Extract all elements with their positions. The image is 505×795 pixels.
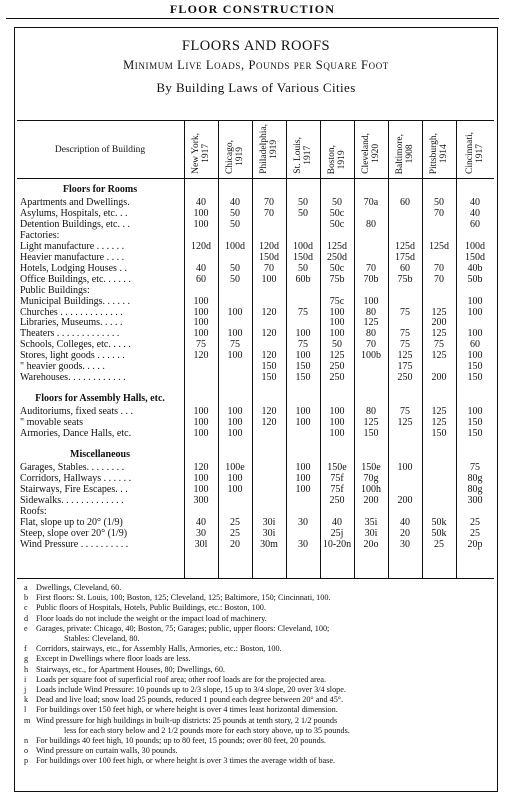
table-cell: 100d [293, 240, 313, 252]
footnote-key: h [24, 664, 29, 674]
table-cell: 150d [259, 251, 279, 263]
footnote-key: p [24, 756, 29, 766]
table-cell: 75b [397, 273, 413, 285]
column-header-label: Chicago, 1919 [225, 139, 245, 174]
table-cell: 75 [400, 328, 410, 340]
footnote-key: b [24, 593, 29, 603]
table-cell: 50 [332, 339, 342, 351]
table-cell: 50b [467, 273, 483, 285]
footnote-key: a [24, 583, 28, 592]
table-cell: 40 [230, 197, 240, 208]
table-cell: 60 [196, 273, 206, 285]
section-title: Miscellaneous [70, 449, 130, 460]
table-cell: 100 [227, 428, 243, 440]
table-cell: 75b [329, 273, 345, 285]
table-cell: 125d [429, 240, 449, 252]
footnote [24, 675, 494, 685]
table-cell: 40 [470, 197, 480, 208]
row-label: Flat, slope up to 20° (1/9) [20, 516, 123, 528]
row-label: Light manufacture . . . . . . [20, 240, 125, 252]
row-label: Churches . . . . . . . . . . . . . [20, 306, 123, 318]
footnote-text: Dead and live load; snow load 25 pounds, reduced 1 pound each degree between 20° and 45°. [36, 695, 344, 705]
table-cell: 10-20n [322, 538, 352, 550]
column-header [388, 126, 422, 174]
table-cell: 100 [227, 328, 243, 340]
row-label: Wind Pressure . . . . . . . . . . [20, 538, 129, 550]
header-rule [6, 18, 499, 19]
table-cell: 100 [193, 428, 209, 440]
row-label: " heavier goods. . . . . [20, 361, 105, 373]
row-label: Theaters . . . . . . . . . . . . . [20, 328, 120, 340]
table-cell: 35i [364, 516, 378, 528]
table-cell: 250 [397, 372, 413, 384]
table-cell: 30 [298, 538, 308, 550]
table-cell: 50c [329, 207, 345, 219]
table-cell: 150 [295, 361, 311, 373]
table-cell: 100 [295, 472, 311, 484]
table-cell: 75c [329, 295, 345, 307]
footnote [24, 756, 494, 766]
footnote-text: Loads include Wind Pressure: 10 pounds up to 2/3 slope, 15 up to 3/4 slope, 20 over 3/4 slope. [36, 685, 346, 695]
table-cell: 30m [260, 538, 278, 550]
table-cell: 75 [400, 339, 410, 351]
table-cell: 40 [196, 262, 206, 274]
table-cell: 75f [330, 472, 344, 484]
footnote-text: Corridors, stairways, etc., for Assembly Halls, Armories, etc.: Boston, 100. [36, 644, 282, 654]
column-header [184, 126, 218, 174]
table-cell: 70b [363, 273, 379, 285]
table-cell: 40 [196, 197, 206, 208]
table-cell: 100 [329, 428, 345, 440]
table-cell: 80g [467, 472, 483, 484]
table-cell: 50 [230, 262, 240, 274]
table-cell: 125 [397, 350, 413, 362]
footnote [24, 685, 494, 695]
table-cell: 100 [363, 295, 379, 307]
table-cell: 200 [431, 372, 447, 384]
table-cell: 25 [230, 527, 240, 539]
table-cell: 100 [193, 317, 209, 329]
table-cell: 100 [193, 328, 209, 340]
table-cell: 50k [431, 516, 447, 528]
footnote-text: less for each story below and 2 1/2 pounds more for each story above, up to 35 pounds. [64, 725, 350, 735]
table-cell: 120 [193, 462, 209, 473]
table-cell: 50 [230, 207, 240, 219]
table-cell: 125 [431, 406, 447, 418]
table-cell: 100 [295, 406, 311, 418]
table-cell: 100 [295, 417, 311, 429]
table-cell: 125 [431, 306, 447, 318]
table-cell: 120 [261, 328, 277, 340]
table-cell: 100 [227, 417, 243, 429]
page-header: FLOOR CONSTRUCTION [169, 2, 336, 16]
footnote [24, 583, 494, 593]
footnote-text: Public floors of Hospitals, Hotels, Public Buildings, etc.: Boston, 100. [36, 603, 266, 613]
column-header-label: St. Louis, 1917 [293, 137, 313, 174]
table-cell: 125 [431, 328, 447, 340]
table-cell: 125 [329, 350, 345, 362]
table-cell: 75 [470, 462, 480, 473]
table-cell: 30 [196, 527, 206, 539]
footnote-key: j [24, 685, 27, 695]
table-cell: 250 [329, 361, 345, 373]
table-cell: 100b [361, 350, 381, 362]
row-label: Schools, Colleges, etc. . . . . [20, 339, 131, 351]
table-cell: 70 [366, 339, 376, 351]
row-label: Apartments and Dwellings. [20, 197, 130, 208]
table-title: FLOORS AND ROOFS [181, 38, 331, 54]
footnote-text: First floors: St. Louis, 100; Boston, 125; Cleveland, 125; Baltimore, 150; Cincinnati, 100. [36, 593, 331, 603]
table-cell: 100 [329, 306, 345, 318]
table-cell: 60 [470, 218, 480, 230]
footnote-text: Wind pressure for high buildings in built-up districts: 25 pounds at tenth story, 2 1/2 pounds [36, 715, 338, 725]
table-cell: 25 [470, 516, 480, 528]
table-cell: 50 [298, 197, 308, 208]
table-cell: 120 [261, 417, 277, 429]
table-cell: 50 [230, 218, 240, 230]
footnote-key: e [24, 623, 28, 633]
row-label: Steep, slope over 20° (1/9) [20, 527, 128, 539]
table-cell: 70a [363, 197, 379, 208]
table-cell: 100 [193, 483, 209, 495]
table-cell: 40 [470, 207, 480, 219]
table-cell: 70 [434, 262, 444, 274]
table-cell: 150d [293, 251, 313, 263]
table-cell: 40 [332, 516, 342, 528]
footnote [24, 665, 494, 675]
table-cell: 25j [330, 527, 344, 539]
table-cell: 250d [327, 251, 347, 263]
table-cell: 70 [264, 197, 274, 208]
table-cell: 60b [295, 273, 311, 285]
footnote-text: Garages, private: Chicago, 40; Boston, 75; Garages; public, upper floors: Cleveland, 100; [36, 623, 330, 633]
table-cell: 40b [467, 262, 483, 274]
table-cell: 120 [193, 350, 209, 362]
table-cell: 150e [327, 462, 347, 473]
table-cell: 100 [193, 472, 209, 484]
table-cell: 70 [434, 207, 444, 219]
table-cell: 30i [262, 516, 276, 528]
table-cell: 40 [400, 516, 410, 528]
table-cell: 75 [196, 339, 206, 351]
table-cell: 70 [264, 262, 274, 274]
row-label: " movable seats [20, 417, 83, 429]
table-cell: 100 [397, 462, 413, 473]
column-header-label: Boston, 1919 [327, 144, 347, 174]
table-cell: 60 [470, 339, 480, 351]
footnote [24, 644, 494, 654]
column-header [252, 126, 286, 174]
table-cell: 75f [330, 483, 344, 495]
table-cell: 100 [227, 483, 243, 495]
footnote-key: g [24, 654, 29, 664]
column-header-label: Pittsburgh, 1914 [429, 132, 449, 174]
table-cell: 100 [261, 273, 277, 285]
table-cell: 50c [329, 218, 345, 230]
table-cell: 100 [193, 406, 209, 418]
table-cell: 80 [366, 306, 376, 318]
footnote [24, 603, 494, 613]
table-cell: 100 [467, 350, 483, 362]
table-cell: 150 [467, 372, 483, 384]
table-cell: 100 [467, 406, 483, 418]
footnote-key: f [24, 644, 27, 654]
table-cell: 100 [295, 328, 311, 340]
footnote-key: m [24, 715, 31, 725]
row-label: Hotels, Lodging Houses . . [20, 262, 127, 274]
table-cell: 100 [193, 207, 209, 219]
column-rule [252, 120, 253, 578]
footnote [24, 746, 494, 756]
table-cell: 120 [261, 306, 277, 318]
table-cell: 150d [465, 251, 485, 263]
table-cell: 80 [366, 406, 376, 418]
column-header [286, 126, 320, 174]
footnote-text: For buildings over 100 feet high, or where height is over 3 times the average width of base. [36, 756, 335, 766]
table-cell: 100 [295, 483, 311, 495]
table-cell: 70 [434, 273, 444, 285]
table-cell: 100 [227, 406, 243, 418]
table-cell: 30 [298, 516, 308, 528]
table-cell: 20 [400, 527, 410, 539]
table-cell: 100 [227, 350, 243, 362]
footnote-text: Dwellings, Cleveland, 60. [36, 583, 122, 592]
table-cell: 100 [329, 328, 345, 340]
footnote-key: d [24, 613, 29, 623]
column-header [422, 126, 456, 174]
row-label: Warehouses. . . . . . . . . . . . [20, 372, 126, 384]
table-cell: 100 [227, 306, 243, 318]
table-cell: 300 [467, 494, 483, 506]
column-header-label: New York, 1917 [191, 133, 211, 174]
table-cell: 70 [366, 262, 376, 274]
table-cell: 100 [295, 350, 311, 362]
table-cell: 300 [193, 494, 209, 506]
footnote-text: Stables: Cleveland, 80. [64, 634, 140, 644]
table-cell: 50 [434, 197, 444, 208]
row-label: Heavier manufacture . . . . [20, 251, 125, 263]
table-cell: 120d [191, 240, 211, 252]
footnote [24, 716, 494, 726]
table-cell: 20 [230, 538, 240, 550]
row-label: Office Buildings, etc. . . . . . [20, 273, 131, 285]
section-title: Floors for Assembly Halls, etc. [35, 393, 165, 405]
table-cell: 200 [363, 494, 379, 506]
row-label: Corridors, Hallways . . . . . . [20, 472, 132, 484]
footnote-text: Wind pressure on curtain walls, 30 pounds. [36, 746, 178, 756]
table-cell: 125 [431, 417, 447, 429]
footnote-key: k [24, 695, 29, 705]
table-cell: 175 [397, 361, 413, 373]
table-cell: 100d [225, 240, 245, 252]
row-label: Municipal Buildings. . . . . . [20, 295, 130, 307]
row-label: Public Buildings: [20, 284, 90, 296]
footnote [24, 614, 494, 624]
table-cell: 60 [400, 197, 410, 208]
table-cell: 50 [298, 262, 308, 274]
table-cell: 175d [395, 251, 415, 263]
footnote [24, 705, 494, 715]
row-label: Sidewalks. . . . . . . . . . . . . [20, 494, 124, 506]
table-cell: 120d [259, 240, 279, 252]
table-cell: 100 [329, 417, 345, 429]
table-cell: 125 [363, 417, 379, 429]
table-cell: 20o [363, 538, 379, 550]
footnote-text: Except in Dwellings where floor loads are less. [36, 654, 191, 664]
table-subtitle-cities: By Building Laws of Various Cities [156, 80, 356, 95]
footnote [24, 593, 494, 603]
table-cell: 100 [329, 317, 345, 329]
table-cell: 125 [397, 417, 413, 429]
table-cell: 30i [364, 527, 378, 539]
footnote-key: i [24, 674, 27, 684]
footnote-text: Floor loads do not include the weight or the impact load of machinery. [36, 613, 267, 623]
table-cell: 75 [400, 406, 410, 418]
table-cell: 100 [467, 295, 483, 307]
table-cell: 150 [467, 361, 483, 373]
column-header [456, 126, 494, 174]
table-cell: 25 [230, 516, 240, 528]
table-cell: 125d [395, 240, 415, 252]
column-header [320, 126, 354, 174]
row-label: Detention Buildings, etc. . . [20, 218, 130, 230]
table-cell: 100h [361, 483, 381, 495]
footnote-key: o [24, 746, 29, 756]
table-cell: 150 [467, 428, 483, 440]
footnote-text: For buildings 40 feet high, 10 pounds; up to 80 feet, 15 pounds; over 80 feet, 20 pounds. [36, 736, 326, 746]
column-header [218, 126, 252, 174]
table-cell: 80g [467, 483, 483, 495]
table-cell: 100 [467, 306, 483, 318]
column-header-label: Baltimore, 1908 [395, 133, 415, 174]
table-cell: 120 [261, 406, 277, 418]
table-cell: 50 [332, 197, 342, 208]
table-bottom-rule [17, 578, 494, 579]
table-cell: 75 [298, 339, 308, 351]
table-cell: 25 [470, 527, 480, 539]
table-cell: 100 [467, 328, 483, 340]
table-subtitle: Minimum Live Loads, Pounds per Square Foot [123, 58, 389, 72]
table-cell: 150 [431, 428, 447, 440]
table-cell: 120 [261, 350, 277, 362]
table-cell: 250 [329, 494, 345, 506]
table-cell: 20p [467, 538, 483, 550]
row-label: Stores, light goods . . . . . . [20, 350, 125, 362]
table-cell: 150e [361, 462, 381, 473]
table-cell: 200 [397, 494, 413, 506]
table-cell: 100d [465, 240, 485, 252]
footnote [24, 695, 494, 705]
table-cell: 150 [261, 372, 277, 384]
column-header-label: Cleveland, 1920 [361, 133, 381, 174]
table-cell: 150 [467, 417, 483, 429]
table-cell: 150 [363, 428, 379, 440]
table-cell: 100e [225, 462, 245, 473]
row-label: Stairways, Fire Escapes. . . [20, 483, 128, 495]
footnote-key: c [24, 603, 28, 613]
table-cell: 125d [327, 240, 347, 252]
footnote-text: Loads per square foot of superficial roof area; other roof loads are for the projected area. [36, 674, 327, 684]
row-label: Garages, Stables. . . . . . . . [20, 462, 125, 473]
footnote [24, 736, 494, 746]
table-cell: 50k [431, 527, 447, 539]
footnote [24, 726, 494, 736]
table-cell: 50c [329, 262, 345, 274]
footnote-text: For buildings over 150 feet high, or where height is over 4 times least horizontal dimension. [36, 705, 338, 715]
table-cell: 75 [298, 306, 308, 318]
table-cell: 150 [295, 372, 311, 384]
footnote [24, 624, 494, 634]
table-cell: 125 [431, 350, 447, 362]
table-cell: 75 [434, 339, 444, 351]
footnotes [24, 583, 494, 767]
table-cell: 200 [431, 317, 447, 329]
table-cell: 100 [329, 406, 345, 418]
table-cell: 60 [400, 262, 410, 274]
row-label: Roofs: [20, 505, 47, 517]
row-label: Factories: [20, 229, 60, 241]
table-cell: 70g [363, 472, 379, 484]
table-cell: 30l [194, 538, 208, 550]
table-cell: 70 [264, 207, 274, 219]
table-cell: 50 [298, 207, 308, 219]
column-header-label: Cincinnati, 1917 [465, 132, 485, 174]
column-header [354, 126, 388, 174]
footnote-key: l [24, 705, 27, 715]
footnote-key: n [24, 736, 29, 746]
row-label: Libraries, Museums. . . . . [20, 317, 123, 329]
row-label: Armories, Dance Halls, etc. [20, 428, 132, 440]
table-cell: 80 [366, 328, 376, 340]
description-header: Description of Building [54, 145, 146, 155]
table-cell: 40 [196, 516, 206, 528]
footnote [24, 634, 494, 644]
row-label: Auditoriums, fixed seats . . . [20, 406, 134, 418]
table-cell: 75 [400, 306, 410, 318]
table-cell: 100 [193, 295, 209, 307]
column-header-label: Philadelphia, 1919 [259, 124, 279, 174]
table-cell: 50 [230, 273, 240, 285]
table-cell: 100 [193, 306, 209, 318]
table-cell: 80 [366, 218, 376, 230]
table-cell: 75 [230, 339, 240, 351]
table-cell: 250 [329, 372, 345, 384]
section-title: Floors for Rooms [62, 184, 138, 195]
table-cell: 100 [295, 462, 311, 473]
table-cell: 30 [400, 538, 410, 550]
table-cell: 100 [193, 218, 209, 230]
footnote-text: Stairways, etc., for Apartment Houses, 80; Dwellings, 60. [36, 664, 225, 674]
table-cell: 25 [434, 538, 444, 550]
table-cell: 125 [363, 317, 379, 329]
table-cell: 100 [193, 417, 209, 429]
row-label: Asylums, Hospitals, etc. . . [20, 207, 128, 219]
footnote [24, 654, 494, 664]
table-cell: 100 [227, 472, 243, 484]
table-cell: 30i [262, 527, 276, 539]
table-cell: 150 [261, 361, 277, 373]
